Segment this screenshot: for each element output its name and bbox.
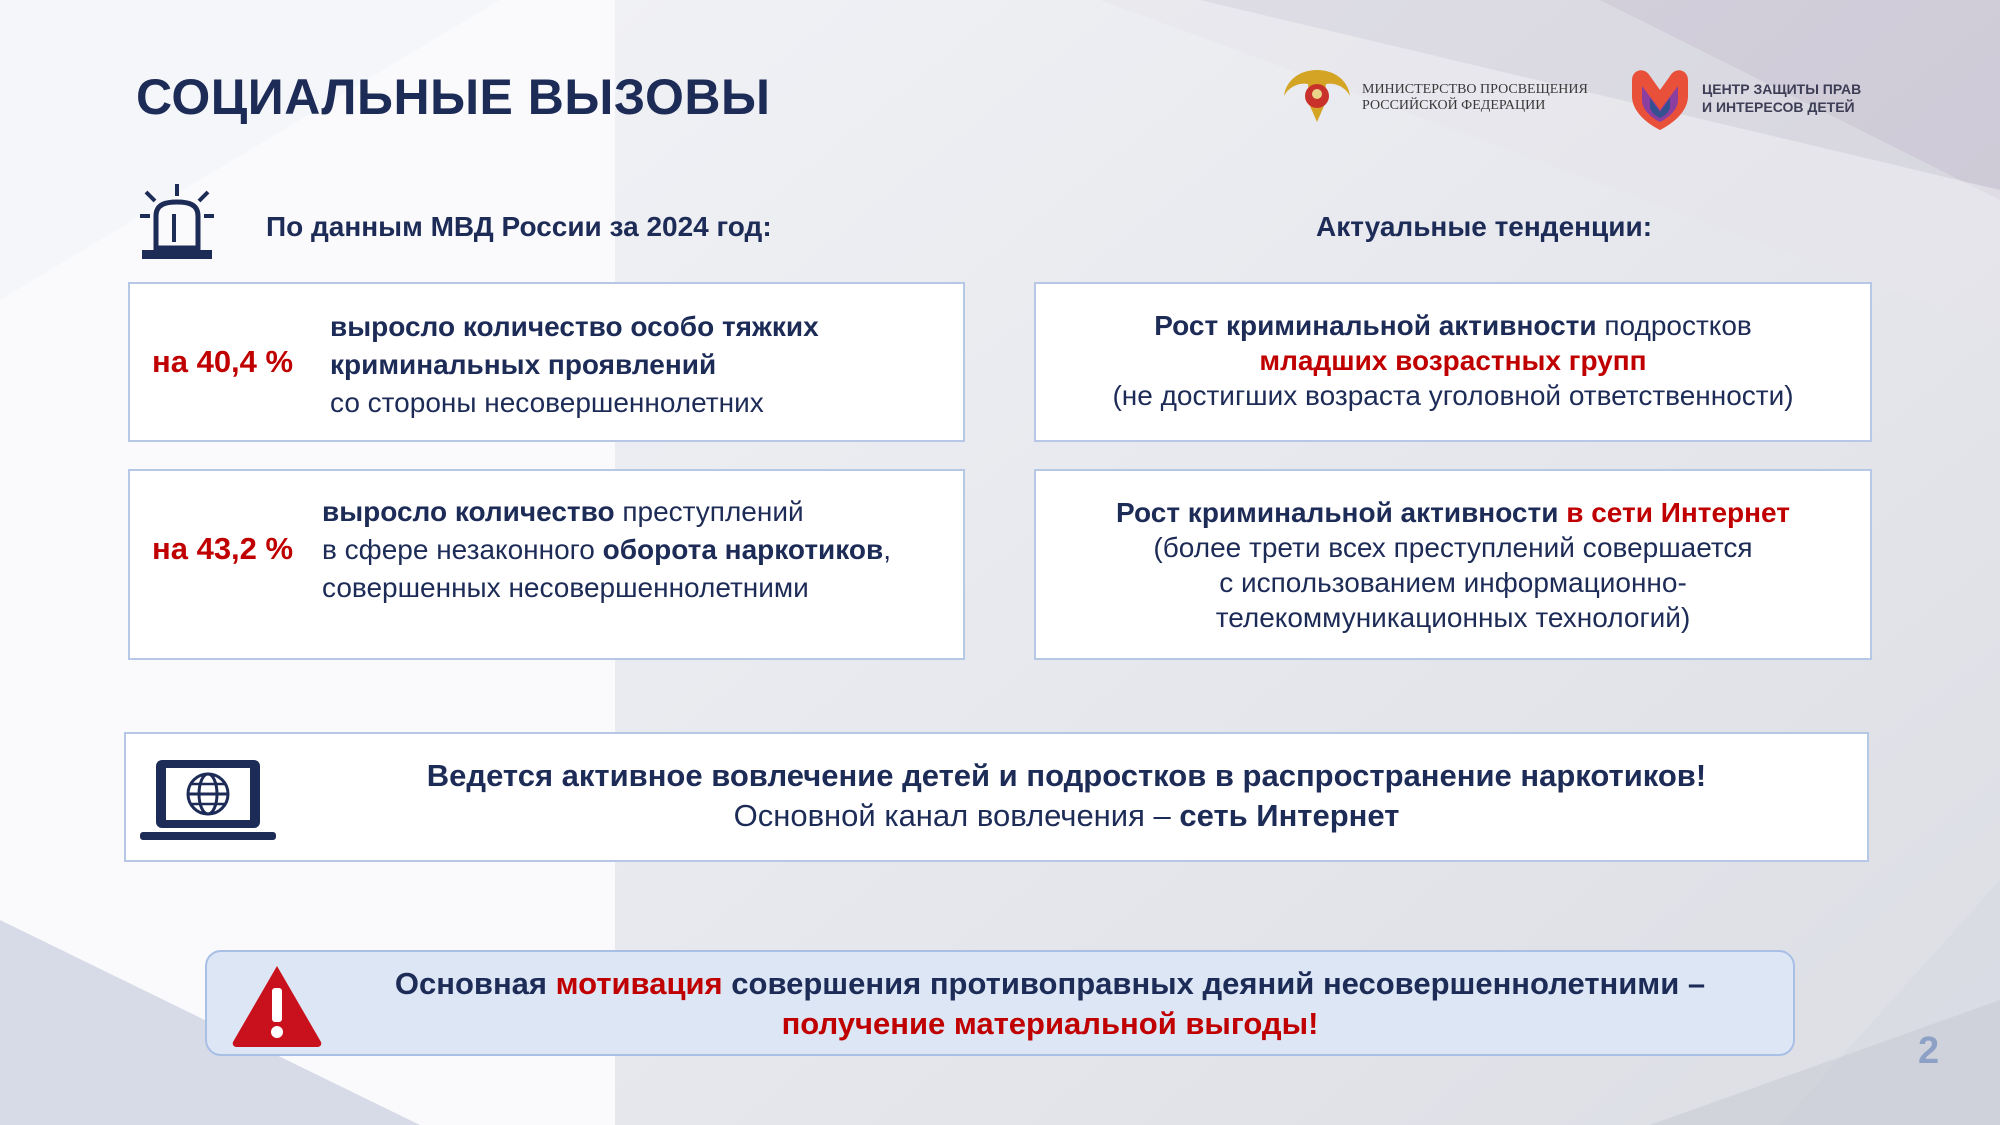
- ministry-name-line2: РОССИЙСКОЙ ФЕДЕРАЦИИ: [1362, 98, 1546, 113]
- center-name-line2: И ИНТЕРЕСОВ ДЕТЕЙ: [1702, 99, 1855, 115]
- warning-message: [327, 964, 1773, 1044]
- trend-highlight: младших возрастных групп: [1259, 345, 1647, 376]
- stat-percent: на 40,4 %: [152, 344, 294, 379]
- right-section-heading: Актуальные тенденции:: [1316, 211, 1653, 242]
- center-name: [1702, 80, 1861, 116]
- center-logo-icon: [1628, 66, 1692, 132]
- trend-bold: Рост криминальной активности: [1116, 497, 1567, 528]
- warning-triangle-icon: [229, 962, 325, 1048]
- trend-line: телекоммуникационных технологий): [1215, 602, 1691, 633]
- internet-banner: [124, 732, 1869, 862]
- banner-text: Основной канал вовлечения –: [733, 798, 1180, 833]
- trend-line: (более трети всех преступлений совершается: [1153, 532, 1753, 563]
- center-name-line1: ЦЕНТР ЗАЩИТЫ ПРАВ: [1702, 81, 1862, 97]
- stat-bold: выросло количество: [322, 496, 615, 527]
- police-siren-icon: [138, 182, 216, 262]
- trend-line: (не достигших возраста уголовной ответственности): [1112, 380, 1794, 411]
- trend-card-2: [1034, 469, 1872, 660]
- warning-highlight: мотивация: [555, 966, 723, 1001]
- stat-line: криминальных проявлений: [330, 349, 717, 380]
- stat-description: [330, 308, 819, 422]
- banner-headline: Ведется активное вовлечение детей и подростков в распространение наркотиков!: [426, 758, 1707, 793]
- stat-line: выросло количество особо тяжких: [330, 311, 819, 342]
- page-number: 2: [1918, 1030, 1940, 1072]
- stat-text: ,: [883, 534, 891, 565]
- stat-text: преступлений: [614, 496, 804, 527]
- stat-card-2: [128, 469, 965, 660]
- trend-card-1: [1034, 282, 1872, 442]
- warning-highlight-line: получение материальной выгоды!: [781, 1006, 1319, 1041]
- ministry-emblem-icon: [1280, 66, 1354, 128]
- banner-bold: сеть Интернет: [1179, 798, 1400, 833]
- stat-bold: оборота наркотиков: [602, 534, 884, 565]
- stat-line: совершенных несовершеннолетними: [322, 572, 809, 603]
- trend-text: подростков: [1596, 310, 1752, 341]
- trend-bold: Рост криминальной активности: [1154, 310, 1597, 341]
- trend-line: с использованием информационно-: [1219, 567, 1687, 598]
- warning-text: совершения противоправных деяний несовершеннолетними –: [722, 966, 1706, 1001]
- trend-highlight: в сети Интернет: [1566, 497, 1790, 528]
- stat-line: со стороны несовершеннолетних: [330, 387, 764, 418]
- ministry-name: [1362, 82, 1588, 114]
- stat-percent: на 43,2 %: [152, 531, 294, 566]
- stat-description: [322, 493, 891, 607]
- stat-text: в сфере незаконного: [322, 534, 603, 565]
- laptop-globe-icon: [136, 756, 280, 846]
- slide-title: СОЦИАЛЬНЫЕ ВЫЗОВЫ: [136, 69, 771, 125]
- stat-card-1: [128, 282, 965, 442]
- ministry-name-line1: МИНИСТЕРСТВО ПРОСВЕЩЕНИЯ: [1362, 82, 1588, 97]
- left-section-heading: По данным МВД России за 2024 год:: [266, 211, 772, 242]
- warning-box: [205, 950, 1795, 1056]
- trend-description: [1036, 308, 1870, 413]
- warning-text: Основная: [394, 966, 556, 1001]
- trend-description: [1036, 495, 1870, 635]
- banner-message: [286, 756, 1847, 836]
